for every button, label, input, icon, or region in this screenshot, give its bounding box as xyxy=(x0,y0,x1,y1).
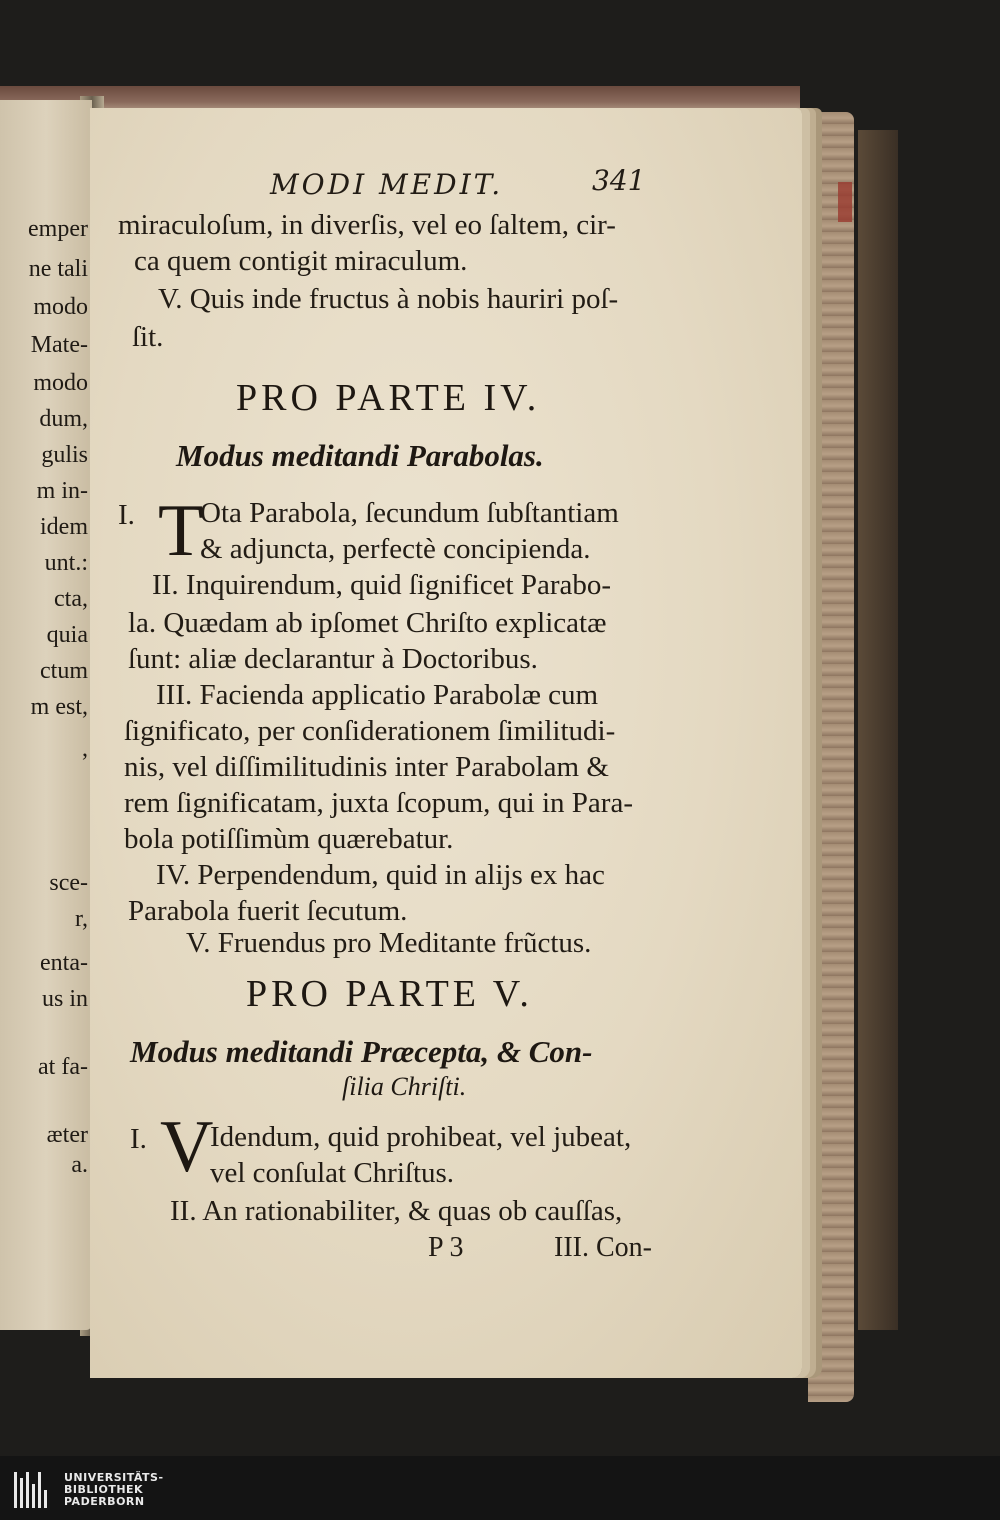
left-fragment: r, xyxy=(74,906,88,932)
left-fragment: modo xyxy=(33,370,88,396)
left-fragment: ne tali xyxy=(28,256,88,282)
text-line: bola potiſſimùm quærebatur. xyxy=(124,823,454,855)
left-page-fragment xyxy=(0,100,92,1330)
text-line: ſignificato, per conſiderationem ſimilitudi- xyxy=(124,715,616,747)
text-line: ca quem contigit miraculum. xyxy=(134,245,468,277)
text-line: Parabola fuerit ſecutum. xyxy=(128,895,408,927)
drop-cap: T xyxy=(158,490,204,572)
left-fragment: enta- xyxy=(40,950,88,976)
left-fragment: , xyxy=(82,736,88,762)
text-line: V. Fruendus pro Meditante frũctus. xyxy=(186,927,592,959)
left-fragment: m est, xyxy=(30,694,88,720)
item-number: I. xyxy=(130,1123,147,1155)
catchword: III. Con- xyxy=(554,1232,652,1263)
text-line: ſunt: aliæ declarantur à Doctoribus. xyxy=(128,643,538,675)
left-fragment: idem xyxy=(40,514,88,540)
library-logo-icon xyxy=(14,1472,54,1508)
library-name-line: BIBLIOTHEK xyxy=(64,1483,144,1496)
page-number: 341 xyxy=(592,164,646,197)
left-fragment: cta, xyxy=(54,586,88,612)
text-line: III. Facienda applicatio Parabolæ cum xyxy=(156,679,599,711)
book-fore-edge xyxy=(808,112,854,1402)
text-line: la. Quædam ab ipſomet Chriſto explicatæ xyxy=(128,607,607,639)
section-title: PRO PARTE IV. xyxy=(236,377,541,419)
left-fragment: a. xyxy=(71,1152,88,1178)
underlying-page-edge xyxy=(858,130,898,1330)
left-fragment: ctum xyxy=(40,658,88,684)
left-fragment: sce- xyxy=(49,870,88,896)
left-fragment: dum, xyxy=(39,406,88,432)
left-fragment: m in- xyxy=(36,478,88,504)
left-fragment: emper xyxy=(28,216,88,242)
left-fragment: æter xyxy=(46,1122,88,1148)
left-fragment: us in xyxy=(41,986,88,1012)
section-subtitle: Modus meditandi Parabolas. xyxy=(176,438,544,473)
left-fragment: gulis xyxy=(41,442,88,468)
running-head: MODI MEDIT. xyxy=(270,168,504,201)
library-name xyxy=(64,1472,164,1508)
footer-bar xyxy=(0,1456,1000,1520)
text-line: nis, vel diſſimilitudinis inter Parabolam & xyxy=(124,751,609,783)
left-fragment: modo xyxy=(33,294,88,320)
drop-cap: V xyxy=(160,1106,214,1188)
section-subtitle-continued: ſilia Chriſti. xyxy=(342,1072,467,1101)
text-line: vel conſulat Chriſtus. xyxy=(210,1157,455,1189)
left-fragment: at fa- xyxy=(38,1054,88,1080)
text-line: miraculoſum, in diverſis, vel eo ſaltem, cir- xyxy=(118,209,616,241)
left-fragment: unt.: xyxy=(44,550,88,576)
text-line: ſit. xyxy=(132,321,164,353)
text-line: V. Quis inde fructus à nobis hauriri poſ- xyxy=(158,283,619,315)
text-line: rem ſignificatam, juxta ſcopum, qui in Para- xyxy=(124,787,633,819)
text-line: & adjuncta, perfectè concipienda. xyxy=(200,533,591,565)
text-line: Idendum, quid prohibeat, vel jubeat, xyxy=(210,1121,632,1153)
library-name-line: PADERBORN xyxy=(64,1495,145,1508)
left-fragment: Mate- xyxy=(30,332,88,358)
item-number: I. xyxy=(118,499,135,531)
section-title: PRO PARTE V. xyxy=(246,973,533,1015)
section-subtitle: Modus meditandi Præcepta, & Con- xyxy=(130,1034,593,1069)
signature-mark: P 3 xyxy=(428,1232,464,1263)
text-line: Ota Parabola, ſecundum ſubſtantiam xyxy=(200,497,619,529)
left-fragment: quia xyxy=(46,622,88,648)
text-line: II. Inquirendum, quid ſignificet Parabo- xyxy=(152,569,612,601)
text-line: IV. Perpendendum, quid in alijs ex hac xyxy=(156,859,605,891)
library-name-line: UNIVERSITÄTS- xyxy=(64,1471,164,1484)
text-line: II. An rationabiliter, & quas ob cauſſas, xyxy=(170,1195,623,1227)
